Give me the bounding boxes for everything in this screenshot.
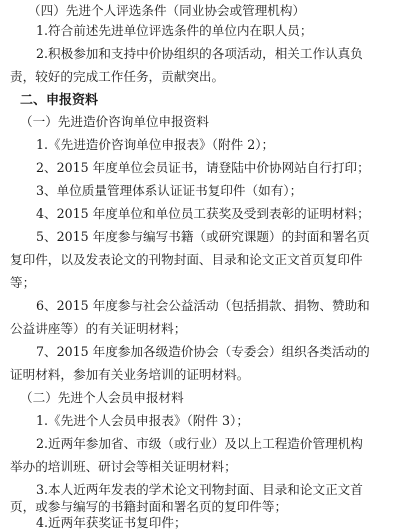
member-material-3: 3.本人近两年发表的学术论文刊物封面、目录和论文正文首 <box>36 482 363 497</box>
member-material-1: 1.《先进个人会员申报表》（附件 3）； <box>36 413 249 428</box>
condition-item-2-cont: 责，较好的完成工作任务，贡献突出。 <box>10 69 225 84</box>
section-4-heading: （四）先进个人评选条件（同业协会或管理机构） <box>28 3 306 18</box>
member-material-2-cont: 举办的培训班、研讨会等相关证明材料； <box>10 459 237 474</box>
member-material-2: 2.近两年参加省、市级（或行业）及以上工程造价管理机构 <box>36 436 363 451</box>
subsection-1-heading: （一）先进造价咨询单位申报资料 <box>20 114 209 129</box>
unit-material-7-cont: 证明材料，参加有关业务培训的证明材料。 <box>10 367 250 382</box>
member-material-4: 4.近两年获奖证书复印件； <box>36 515 187 530</box>
unit-material-5-cont-b: 等； <box>10 275 36 290</box>
unit-material-6-cont: 公益讲座等）的有关证明材料； <box>10 321 187 336</box>
unit-material-1: 1.《先进造价咨询单位申报表》（附件 2）； <box>36 137 275 152</box>
subsection-2-heading: （二）先进个人会员申报材料 <box>20 390 184 405</box>
section-2-heading: 二、申报资料 <box>20 93 99 108</box>
member-material-3-cont: 页，或参与编写的书籍封面和署名页的复印件等； <box>10 499 288 514</box>
condition-item-1: 1.符合前述先进单位评选条件的单位内在职人员； <box>36 23 313 38</box>
unit-material-5: 5、2015 年度参与编写书籍（或研究课题）的封面和署名页 <box>36 229 370 244</box>
condition-item-2: 2.积极参加和支持中价协组织的各项活动，相关工作认真负 <box>36 46 363 61</box>
unit-material-3: 3、单位质量管理体系认证证书复印件（如有）； <box>36 183 303 198</box>
unit-material-5-cont-a: 复印件，以及发表论文的刊物封面、目录和论文正文首页复印件 <box>10 252 363 267</box>
unit-material-2: 2、2015 年度单位会员证书，请登陆中价协网站自行打印； <box>36 160 370 175</box>
unit-material-4: 4、2015 年度单位和单位员工获奖及受到表彰的证明材料； <box>36 206 370 221</box>
unit-material-6: 6、2015 年度参与社会公益活动（包括捐款、捐物、赞助和 <box>36 298 370 313</box>
unit-material-7: 7、2015 年度参加各级造价协会（专委会）组织各类活动的 <box>36 344 370 359</box>
